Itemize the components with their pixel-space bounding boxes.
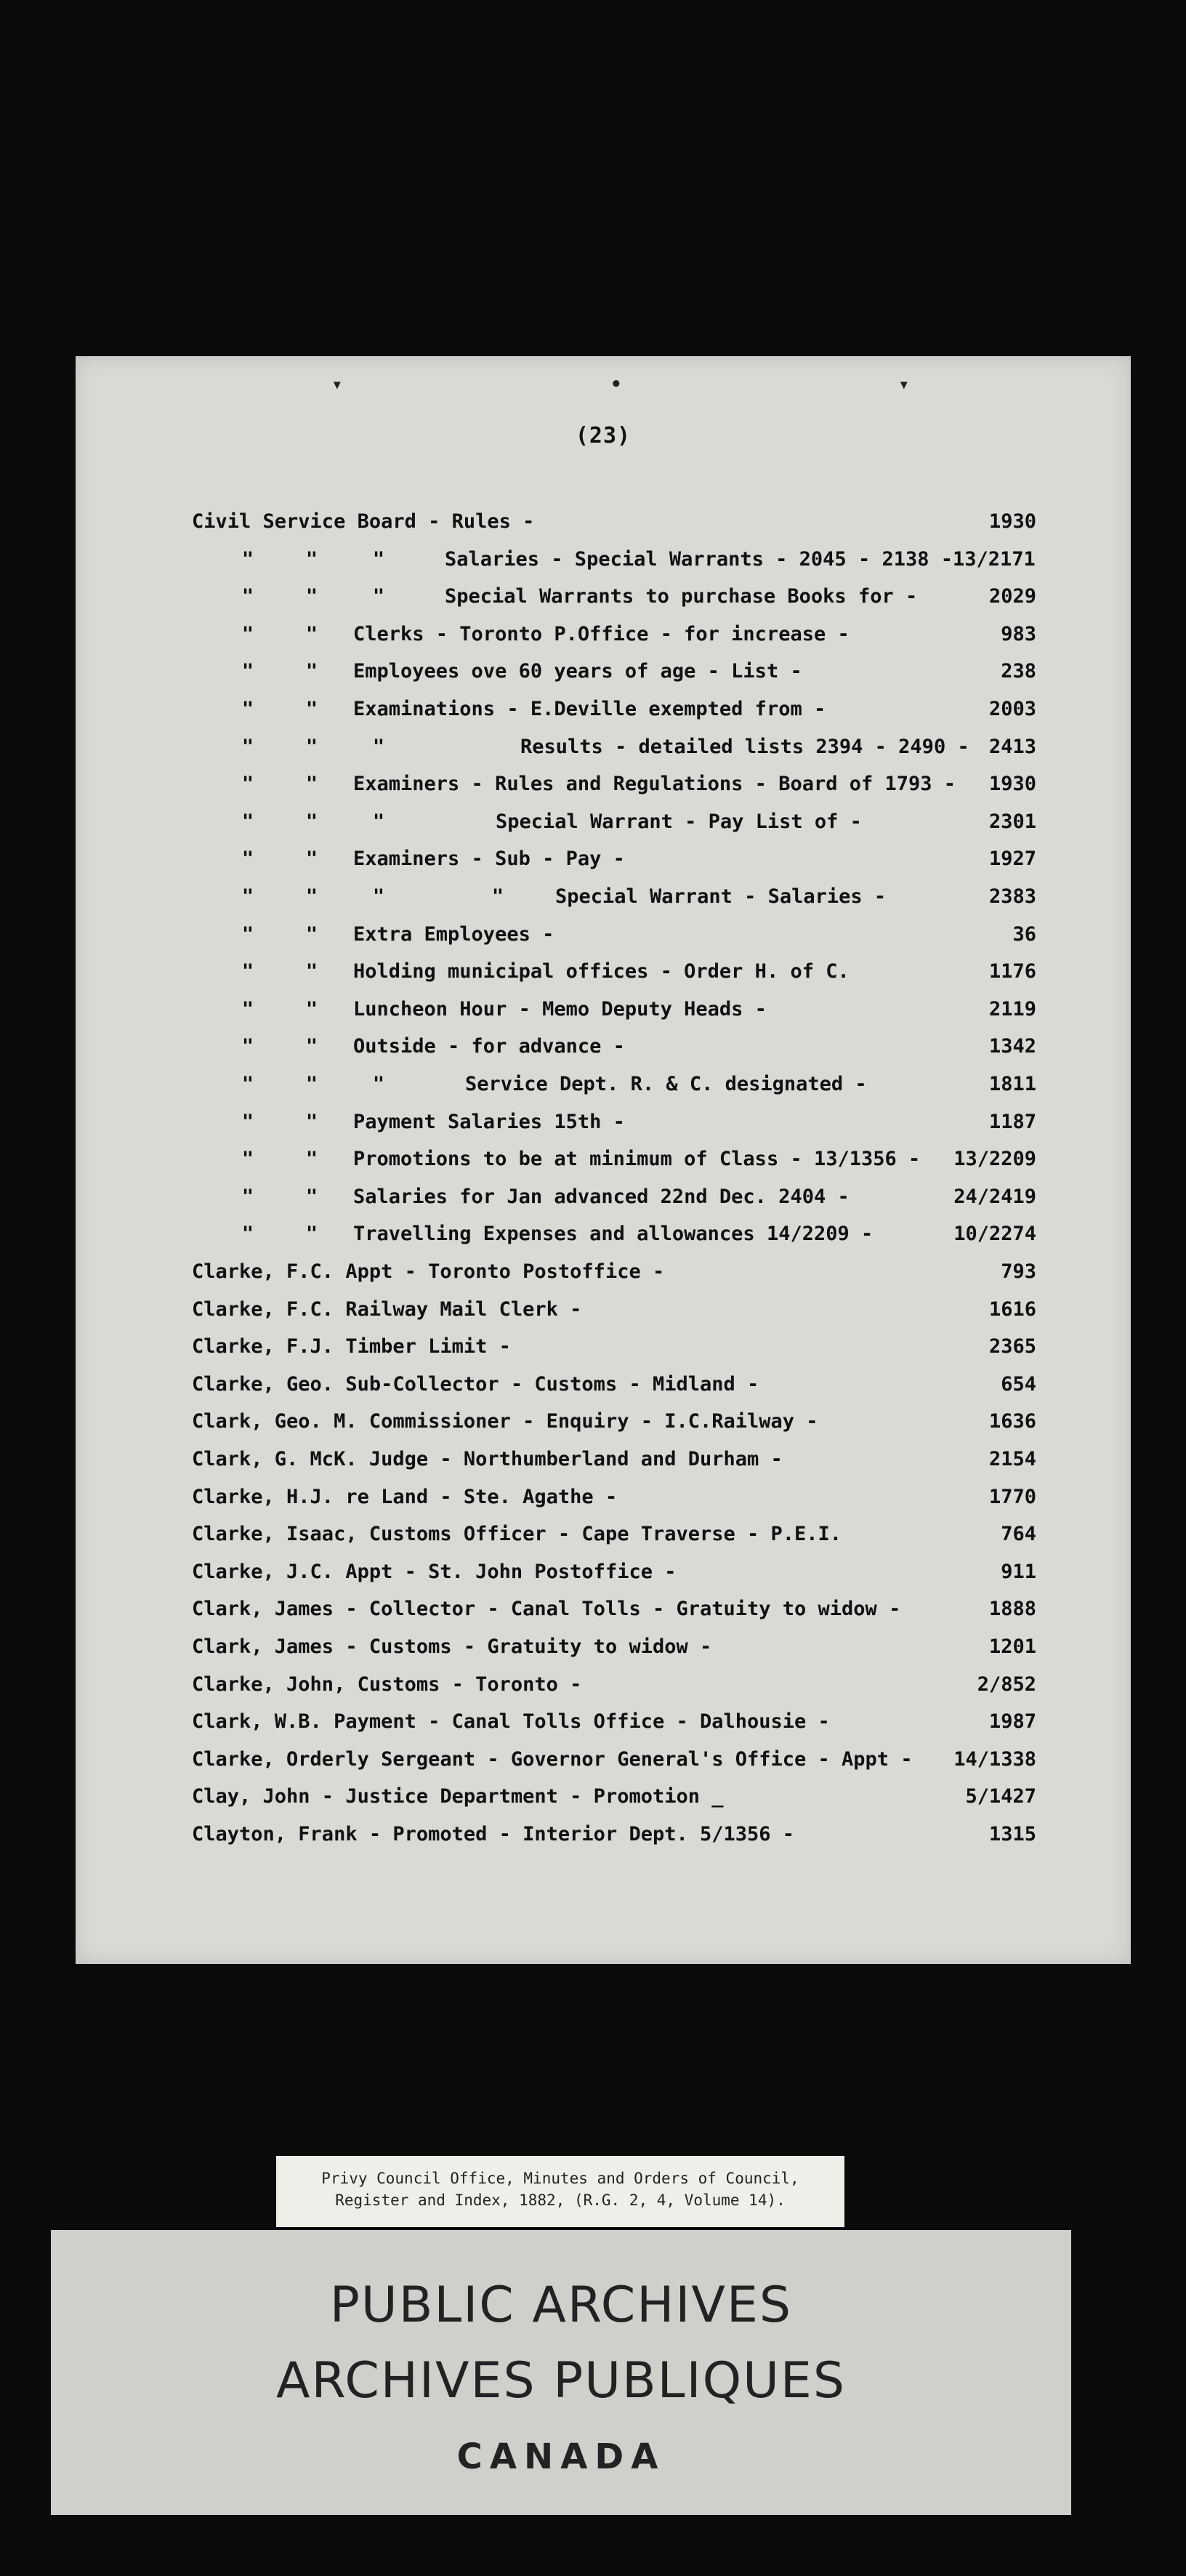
entry-reference: 2413 [988, 735, 1036, 758]
ditto-mark: " [241, 585, 254, 608]
entry-text: Clarke, F.J. Timber Limit - [192, 1335, 511, 1359]
entry-text: Clarke, H.J. re Land - Ste. Agathe - [192, 1485, 618, 1508]
ditto-mark: " [305, 735, 318, 758]
entry-reference: 14/1338 [953, 1747, 1036, 1771]
entry-text: Outside - for advance - [353, 1035, 625, 1058]
entry-text: Clarke, Geo. Sub-Collector - Customs - Midland - [192, 1372, 759, 1396]
ditto-mark: " [241, 698, 254, 720]
ditto-mark: " [305, 660, 318, 683]
index-entry [76, 1553, 1131, 1591]
entry-text: Clarke, F.C. Railway Mail Clerk - [192, 1297, 582, 1321]
ditto-mark: " [305, 1185, 318, 1208]
entry-text: Special Warrant - Pay List of - [496, 810, 862, 833]
entry-text: Clarke, Isaac, Customs Officer - Cape Traverse - P.E.I. [192, 1523, 842, 1546]
ditto-mark: " [491, 885, 504, 908]
reference-line-2: Register and Index, 1882, (R.G. 2, 4, Volume 14). [335, 2191, 786, 2209]
entry-reference: 2/852 [977, 1673, 1036, 1696]
tick-mark: • [610, 374, 622, 395]
ditto-mark: " [305, 1035, 318, 1058]
index-entry [76, 1590, 1131, 1628]
ditto-mark: " [372, 1073, 385, 1095]
archives-stamp [51, 2230, 1071, 2515]
ditto-mark: " [241, 1110, 254, 1133]
ditto-mark: " [305, 848, 318, 871]
entry-text: Extra Employees - [353, 922, 554, 946]
entry-text: Special Warrant - Salaries - [555, 885, 887, 908]
entry-reference: 1930 [988, 773, 1036, 796]
entry-reference: 1187 [988, 1110, 1036, 1133]
index-entry [76, 878, 1131, 916]
entry-text: Clerks - Toronto P.Office - for increase - [353, 622, 850, 645]
ditto-mark: " [305, 585, 318, 608]
entry-reference: 1315 [988, 1823, 1036, 1846]
entry-reference: 1770 [988, 1485, 1036, 1508]
ditto-mark: " [241, 1223, 254, 1246]
entry-reference: 1636 [988, 1410, 1036, 1433]
entry-text: Service Dept. R. & C. designated - [465, 1073, 867, 1095]
ditto-mark: " [241, 1035, 254, 1058]
entry-reference: 1930 [988, 510, 1036, 533]
index-entry [76, 1628, 1131, 1666]
entry-reference: 2029 [988, 585, 1036, 608]
entry-reference: 1201 [988, 1635, 1036, 1658]
entry-reference: 983 [1001, 622, 1036, 645]
index-entry [76, 1215, 1131, 1253]
ditto-mark: " [241, 660, 254, 683]
entry-reference: 911 [1001, 1560, 1036, 1583]
entry-reference: 1927 [988, 848, 1036, 871]
ditto-mark: " [305, 922, 318, 946]
index-entry [76, 1178, 1131, 1216]
index-entry [76, 503, 1131, 541]
entry-reference: 2301 [988, 810, 1036, 833]
entry-reference: 2365 [988, 1335, 1036, 1359]
index-entry [76, 1028, 1131, 1066]
entry-text: Results - detailed lists 2394 - 2490 - [520, 735, 969, 758]
index-entry [76, 840, 1131, 878]
entry-text: Clark, W.B. Payment - Canal Tolls Office - Dalhousie - [192, 1710, 830, 1734]
ditto-mark: " [241, 622, 254, 645]
ditto-mark: " [241, 1185, 254, 1208]
archives-line-2: ARCHIVES PUBLIQUES [275, 2352, 847, 2410]
entry-text: Employees ove 60 years of age - List - [353, 660, 802, 683]
ditto-mark: " [305, 622, 318, 645]
entry-reference: 1987 [988, 1710, 1036, 1734]
index-entry [76, 1066, 1131, 1103]
entry-text: Clarke, F.C. Appt - Toronto Postoffice - [192, 1260, 665, 1283]
index-entry [76, 653, 1131, 691]
ditto-mark: " [241, 547, 254, 571]
index-entry [76, 1253, 1131, 1291]
entry-text: Clarke, John, Customs - Toronto - [192, 1673, 582, 1696]
index-entry [76, 691, 1131, 728]
document-page [76, 356, 1131, 1964]
ditto-mark: " [372, 585, 385, 608]
index-entry [76, 1478, 1131, 1516]
reference-label [276, 2156, 844, 2227]
entry-reference: 13/2209 [953, 1148, 1036, 1171]
ditto-mark: " [305, 547, 318, 571]
ditto-mark: " [305, 1073, 318, 1095]
entry-reference: 36 [1012, 922, 1036, 946]
ditto-mark: " [372, 547, 385, 571]
entry-reference: 5/1427 [965, 1785, 1036, 1808]
entry-text: Clark, G. McK. Judge - Northumberland and Durham - [192, 1448, 783, 1470]
entry-reference: 793 [1001, 1260, 1036, 1283]
index-entry [76, 541, 1131, 579]
entry-reference: 764 [1001, 1523, 1036, 1546]
tick-mark: ▾ [898, 374, 910, 395]
ditto-mark: " [241, 922, 254, 946]
entry-text: Clay, John - Justice Department - Promotion _ [192, 1785, 724, 1808]
ditto-mark: " [241, 773, 254, 796]
index-entry [76, 1403, 1131, 1441]
entry-reference: 654 [1001, 1372, 1036, 1396]
ditto-mark: " [241, 735, 254, 758]
ditto-mark: " [305, 997, 318, 1021]
entry-text: Special Warrants to purchase Books for - [445, 585, 918, 608]
index-entry [76, 1666, 1131, 1704]
entry-reference: 1888 [988, 1598, 1036, 1621]
entry-text: Payment Salaries 15th - [353, 1110, 625, 1133]
index-entry [76, 1516, 1131, 1553]
entry-text: Examinations - E.Deville exempted from - [353, 698, 826, 720]
index-entry [76, 616, 1131, 653]
entry-reference: 24/2419 [953, 1185, 1036, 1208]
index-entry [76, 1778, 1131, 1816]
entry-text: Clark, Geo. M. Commissioner - Enquiry - I.C.Railway - [192, 1410, 818, 1433]
entry-reference: 10/2274 [953, 1223, 1036, 1246]
ditto-mark: " [305, 698, 318, 720]
entry-reference: 1176 [988, 960, 1036, 983]
ditto-mark: " [305, 1148, 318, 1171]
ditto-mark: " [305, 960, 318, 983]
entry-text: Clarke, Orderly Sergeant - Governor General's Office - Appt - [192, 1747, 913, 1771]
archives-line-1: PUBLIC ARCHIVES [329, 2277, 793, 2334]
entry-reference: 2383 [988, 885, 1036, 908]
entry-text: Clark, James - Customs - Gratuity to widow - [192, 1635, 712, 1658]
entry-text: Clarke, J.C. Appt - St. John Postoffice - [192, 1560, 677, 1583]
index-entry [76, 1816, 1131, 1853]
index-entry [76, 1366, 1131, 1404]
index-entry [76, 1441, 1131, 1478]
ditto-mark: " [305, 773, 318, 796]
tick-mark: ▾ [331, 374, 343, 395]
index-entry [76, 578, 1131, 616]
ditto-mark: " [241, 848, 254, 871]
ditto-mark: " [372, 810, 385, 833]
entry-text: Luncheon Hour - Memo Deputy Heads - [353, 997, 767, 1021]
entry-text: Salaries for Jan advanced 22nd Dec. 2404 - [353, 1185, 850, 1208]
entry-reference: 2003 [988, 698, 1036, 720]
ditto-mark: " [241, 1073, 254, 1095]
index-entry [76, 765, 1131, 803]
entry-reference: 1342 [988, 1035, 1036, 1058]
index-entry [76, 1103, 1131, 1141]
ditto-mark: " [241, 997, 254, 1021]
ditto-mark: " [241, 810, 254, 833]
ditto-mark: " [305, 1110, 318, 1133]
ditto-mark: " [372, 735, 385, 758]
index-entry [76, 991, 1131, 1029]
ditto-mark: " [241, 960, 254, 983]
ditto-mark: " [305, 1223, 318, 1246]
entry-text: Salaries - Special Warrants - 2045 - 2138 -13/2171 [445, 547, 1036, 571]
ditto-mark: " [305, 885, 318, 908]
entry-text: Promotions to be at minimum of Class - 13/1356 - [353, 1148, 921, 1171]
index-entry [76, 1703, 1131, 1741]
entry-text: Travelling Expenses and allowances 14/2209 - [353, 1223, 874, 1246]
entry-text: Examiners - Sub - Pay - [353, 848, 625, 871]
entry-reference: 1616 [988, 1297, 1036, 1321]
entry-reference: 2154 [988, 1448, 1036, 1470]
index-entry [76, 1328, 1131, 1366]
index-entry [76, 1291, 1131, 1329]
entry-text: Examiners - Rules and Regulations - Board of 1793 - [353, 773, 956, 796]
index-entry [76, 916, 1131, 954]
ditto-mark: " [241, 1148, 254, 1171]
index-entry [76, 803, 1131, 841]
index-entry [76, 1741, 1131, 1779]
reference-line-1: Privy Council Office, Minutes and Orders of Council, [321, 2170, 799, 2187]
page-number: (23) [575, 423, 632, 448]
ditto-mark: " [372, 885, 385, 908]
ditto-mark: " [305, 810, 318, 833]
entry-reference: 1811 [988, 1073, 1036, 1095]
index-entry [76, 953, 1131, 991]
entry-text: Clark, James - Collector - Canal Tolls - Gratuity to widow - [192, 1598, 901, 1621]
entry-text: Civil Service Board - Rules - [192, 510, 535, 533]
entry-reference: 238 [1001, 660, 1036, 683]
ditto-mark: " [241, 885, 254, 908]
entry-reference: 2119 [988, 997, 1036, 1021]
entry-text: Clayton, Frank - Promoted - Interior Dept. 5/1356 - [192, 1823, 795, 1846]
archives-line-3: CANADA [456, 2436, 666, 2477]
index-entry [76, 728, 1131, 766]
index-entry [76, 1140, 1131, 1178]
entry-text: Holding municipal offices - Order H. of C. [353, 960, 850, 983]
